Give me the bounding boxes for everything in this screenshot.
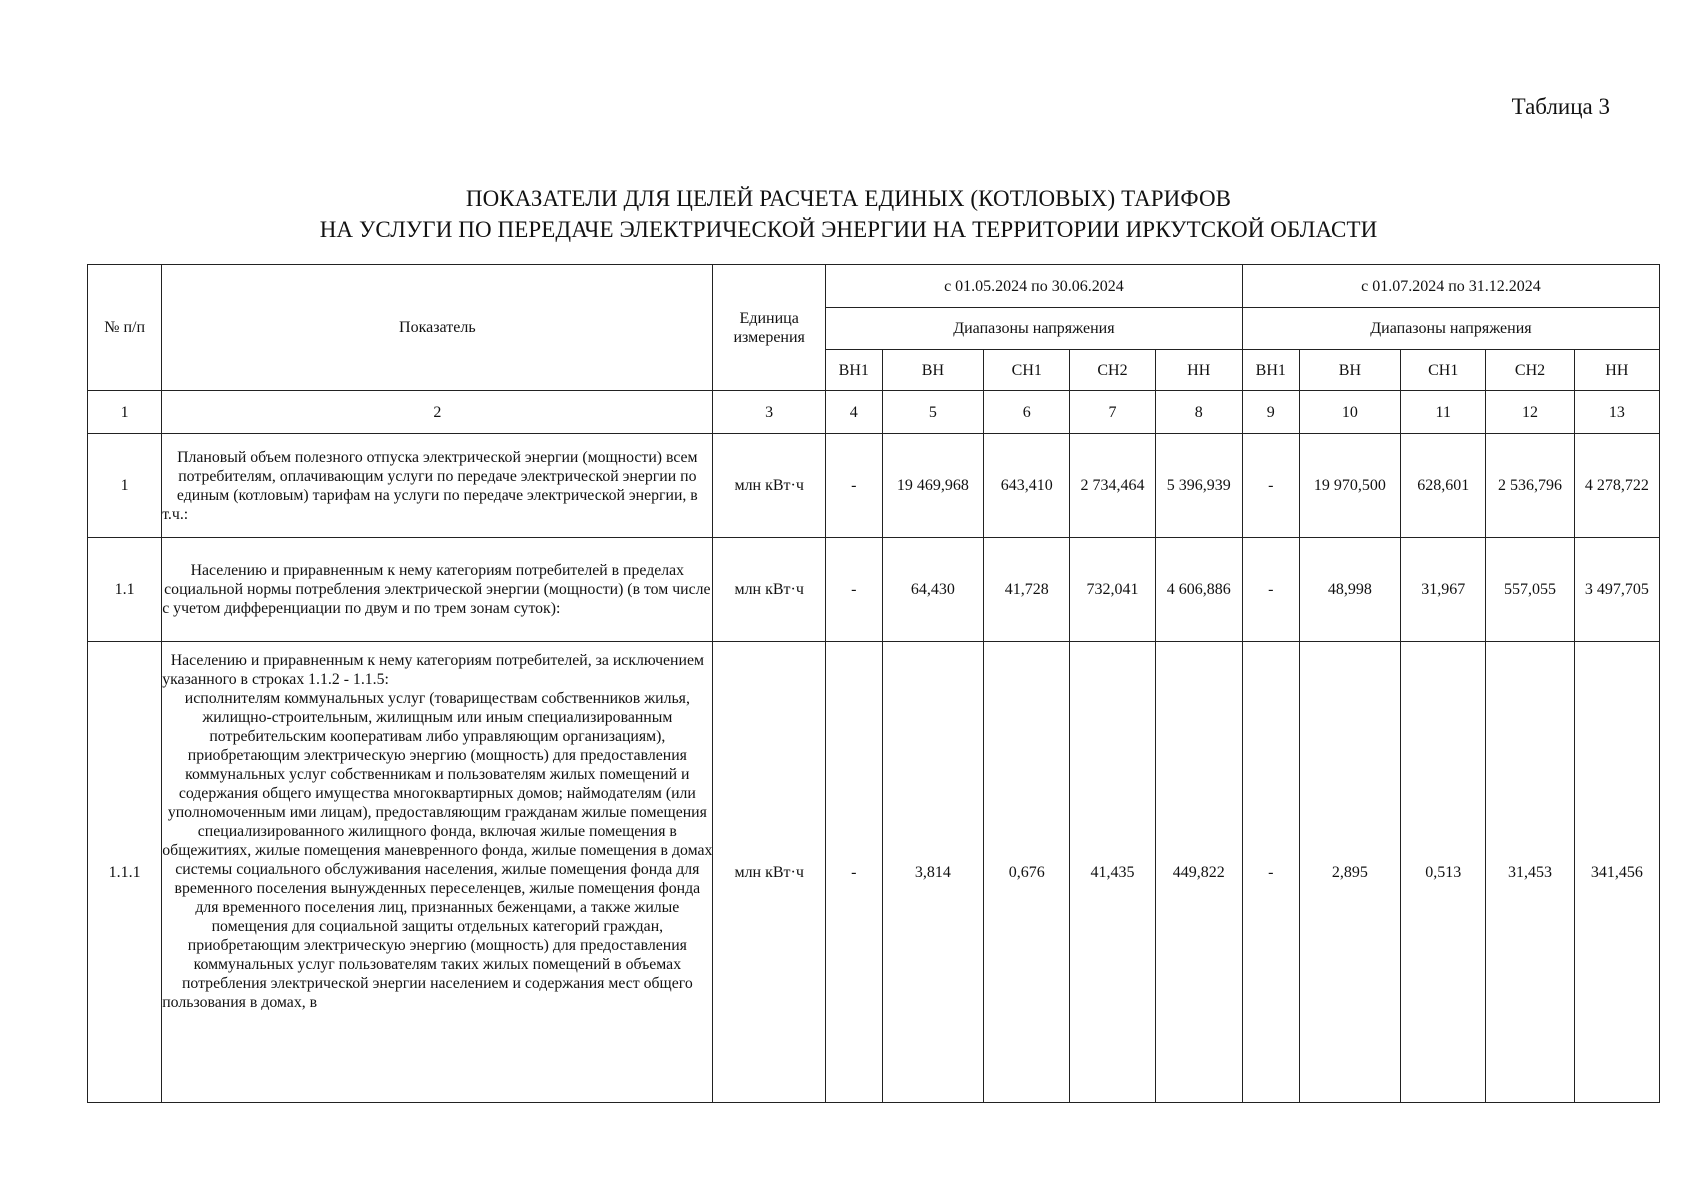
header-level-5: ВН1 xyxy=(1242,350,1299,391)
header-level-9: НН xyxy=(1574,350,1659,391)
row-value: 2 536,796 xyxy=(1486,434,1574,538)
header-level-1: ВН xyxy=(882,350,984,391)
header-num: № п/п xyxy=(88,265,162,391)
row-value: 41,435 xyxy=(1070,642,1155,1103)
row-value: 449,822 xyxy=(1155,642,1242,1103)
header-indicator: Показатель xyxy=(162,265,713,391)
table-row xyxy=(88,538,1660,642)
row-value: 64,430 xyxy=(882,538,984,642)
header-ranges-2: Диапазоны напряжения xyxy=(1242,308,1659,350)
table-body xyxy=(88,434,1660,1103)
row-value: 643,410 xyxy=(984,434,1070,538)
column-number-12: 12 xyxy=(1486,391,1574,434)
table-label: Таблица 3 xyxy=(1511,94,1610,119)
title-line-2: НА УСЛУГИ ПО ПЕРЕДАЧЕ ЭЛЕКТРИЧЕСКОЙ ЭНЕРГИИ НА ТЕРРИТОРИИ ИРКУТСКОЙ ОБЛАСТИ xyxy=(319,217,1378,242)
header-unit: Единица измерения xyxy=(713,265,825,391)
row-value: 557,055 xyxy=(1486,538,1574,642)
row-value: 19 469,968 xyxy=(882,434,984,538)
column-number-4: 4 xyxy=(825,391,882,434)
row-value: 5 396,939 xyxy=(1155,434,1242,538)
header-level-4: НН xyxy=(1155,350,1242,391)
row-value: - xyxy=(825,434,882,538)
row-value: 4 606,886 xyxy=(1155,538,1242,642)
indicator-paragraph: Плановый объем полезного отпуска электрической энергии (мощности) всем потребителям, оплачивающим услуги по передаче электрической энергии по единым (котловым) тарифам на услуги по передаче электрической энергии, в т.ч.: xyxy=(162,448,698,523)
column-number-5: 5 xyxy=(882,391,984,434)
row-value: 2,895 xyxy=(1299,642,1401,1103)
header-ranges-1: Диапазоны напряжения xyxy=(825,308,1242,350)
column-number-11: 11 xyxy=(1401,391,1486,434)
row-value: 31,967 xyxy=(1401,538,1486,642)
row-value: 732,041 xyxy=(1070,538,1155,642)
row-unit: млн кВт·ч xyxy=(713,434,825,538)
row-indicator-text xyxy=(162,538,713,642)
row-value: - xyxy=(825,642,882,1103)
row-value: 48,998 xyxy=(1299,538,1401,642)
header-level-0: ВН1 xyxy=(825,350,882,391)
row-unit: млн кВт·ч xyxy=(713,642,825,1103)
indicator-paragraph: Населению и приравненным к нему категориям потребителей, за исключением указанного в строках 1.1.2 - 1.1.5: xyxy=(162,652,704,688)
row-value: - xyxy=(825,538,882,642)
header-row-periods xyxy=(88,265,1660,308)
row-value: 0,676 xyxy=(984,642,1070,1103)
row-value: - xyxy=(1242,434,1299,538)
indicators-table xyxy=(87,264,1660,1103)
column-number-7: 7 xyxy=(1070,391,1155,434)
column-number-1: 1 xyxy=(88,391,162,434)
table-row xyxy=(88,642,1660,1103)
row-value: 4 278,722 xyxy=(1574,434,1659,538)
document-title xyxy=(0,183,1697,245)
row-number: 1 xyxy=(88,434,162,538)
row-value: 41,728 xyxy=(984,538,1070,642)
row-value: 19 970,500 xyxy=(1299,434,1401,538)
column-number-2: 2 xyxy=(162,391,713,434)
column-number-8: 8 xyxy=(1155,391,1242,434)
column-number-9: 9 xyxy=(1242,391,1299,434)
header-period-1: с 01.05.2024 по 30.06.2024 xyxy=(825,265,1242,308)
row-value: 3 497,705 xyxy=(1574,538,1659,642)
row-indicator-text xyxy=(162,434,713,538)
row-number: 1.1 xyxy=(88,538,162,642)
column-number-10: 10 xyxy=(1299,391,1401,434)
column-numbers-row xyxy=(88,391,1660,434)
row-value: 341,456 xyxy=(1574,642,1659,1103)
table-row xyxy=(88,434,1660,538)
column-number-3: 3 xyxy=(713,391,825,434)
row-value: 0,513 xyxy=(1401,642,1486,1103)
row-value: 628,601 xyxy=(1401,434,1486,538)
indicator-paragraph: Населению и приравненным к нему категориям потребителей в пределах социальной нормы потребления электрической энергии (мощности) (в том числе с учетом дифференциации по двум и по трем зонам суток): xyxy=(162,562,711,617)
row-unit: млн кВт·ч xyxy=(713,538,825,642)
header-level-7: СН1 xyxy=(1401,350,1486,391)
row-value: 3,814 xyxy=(882,642,984,1103)
header-level-8: СН2 xyxy=(1486,350,1574,391)
row-number: 1.1.1 xyxy=(88,642,162,1103)
row-indicator-text xyxy=(162,642,713,1103)
header-level-3: СН2 xyxy=(1070,350,1155,391)
header-period-2: с 01.07.2024 по 31.12.2024 xyxy=(1242,265,1659,308)
column-number-13: 13 xyxy=(1574,391,1659,434)
row-value: - xyxy=(1242,642,1299,1103)
row-value: 31,453 xyxy=(1486,642,1574,1103)
row-value: - xyxy=(1242,538,1299,642)
title-line-1: ПОКАЗАТЕЛИ ДЛЯ ЦЕЛЕЙ РАСЧЕТА ЕДИНЫХ (КОТЛОВЫХ) ТАРИФОВ xyxy=(465,186,1232,211)
indicator-paragraph: исполнителям коммунальных услуг (товариществам собственников жилья, жилищно-строительным, жилищным или иным специализированным потребительским кооперативам либо управляющим организациям), приобретающим электрическую энергию (мощность) для предоставления коммунальных услуг собственникам и пользователям жилых помещений и содержания общего имущества многоквартирных домов; наймодателям (или уполномоченным ими лицам), предоставляющим гражданам жилые помещения специализированного жилищного фонда, включая жилые помещения в общежитиях, жилые помещения маневренного фонда, жилые помещения в домах системы социального обслуживания населения, жилые помещения фонда для временного поселения вынужденных переселенцев, жилые помещения фонда для временного поселения лиц, признанных беженцами, а также жилые помещения для социальной защиты отдельных категорий граждан, приобретающим электрическую энергию (мощность) для предоставления коммунальных услуг пользователям таких жилых помещений в объемах потребления электрической энергии населением и содержания мест общего пользования в домах, в xyxy=(162,690,713,1011)
header-level-2: СН1 xyxy=(984,350,1070,391)
header-level-6: ВН xyxy=(1299,350,1401,391)
row-value: 2 734,464 xyxy=(1070,434,1155,538)
column-number-6: 6 xyxy=(984,391,1070,434)
